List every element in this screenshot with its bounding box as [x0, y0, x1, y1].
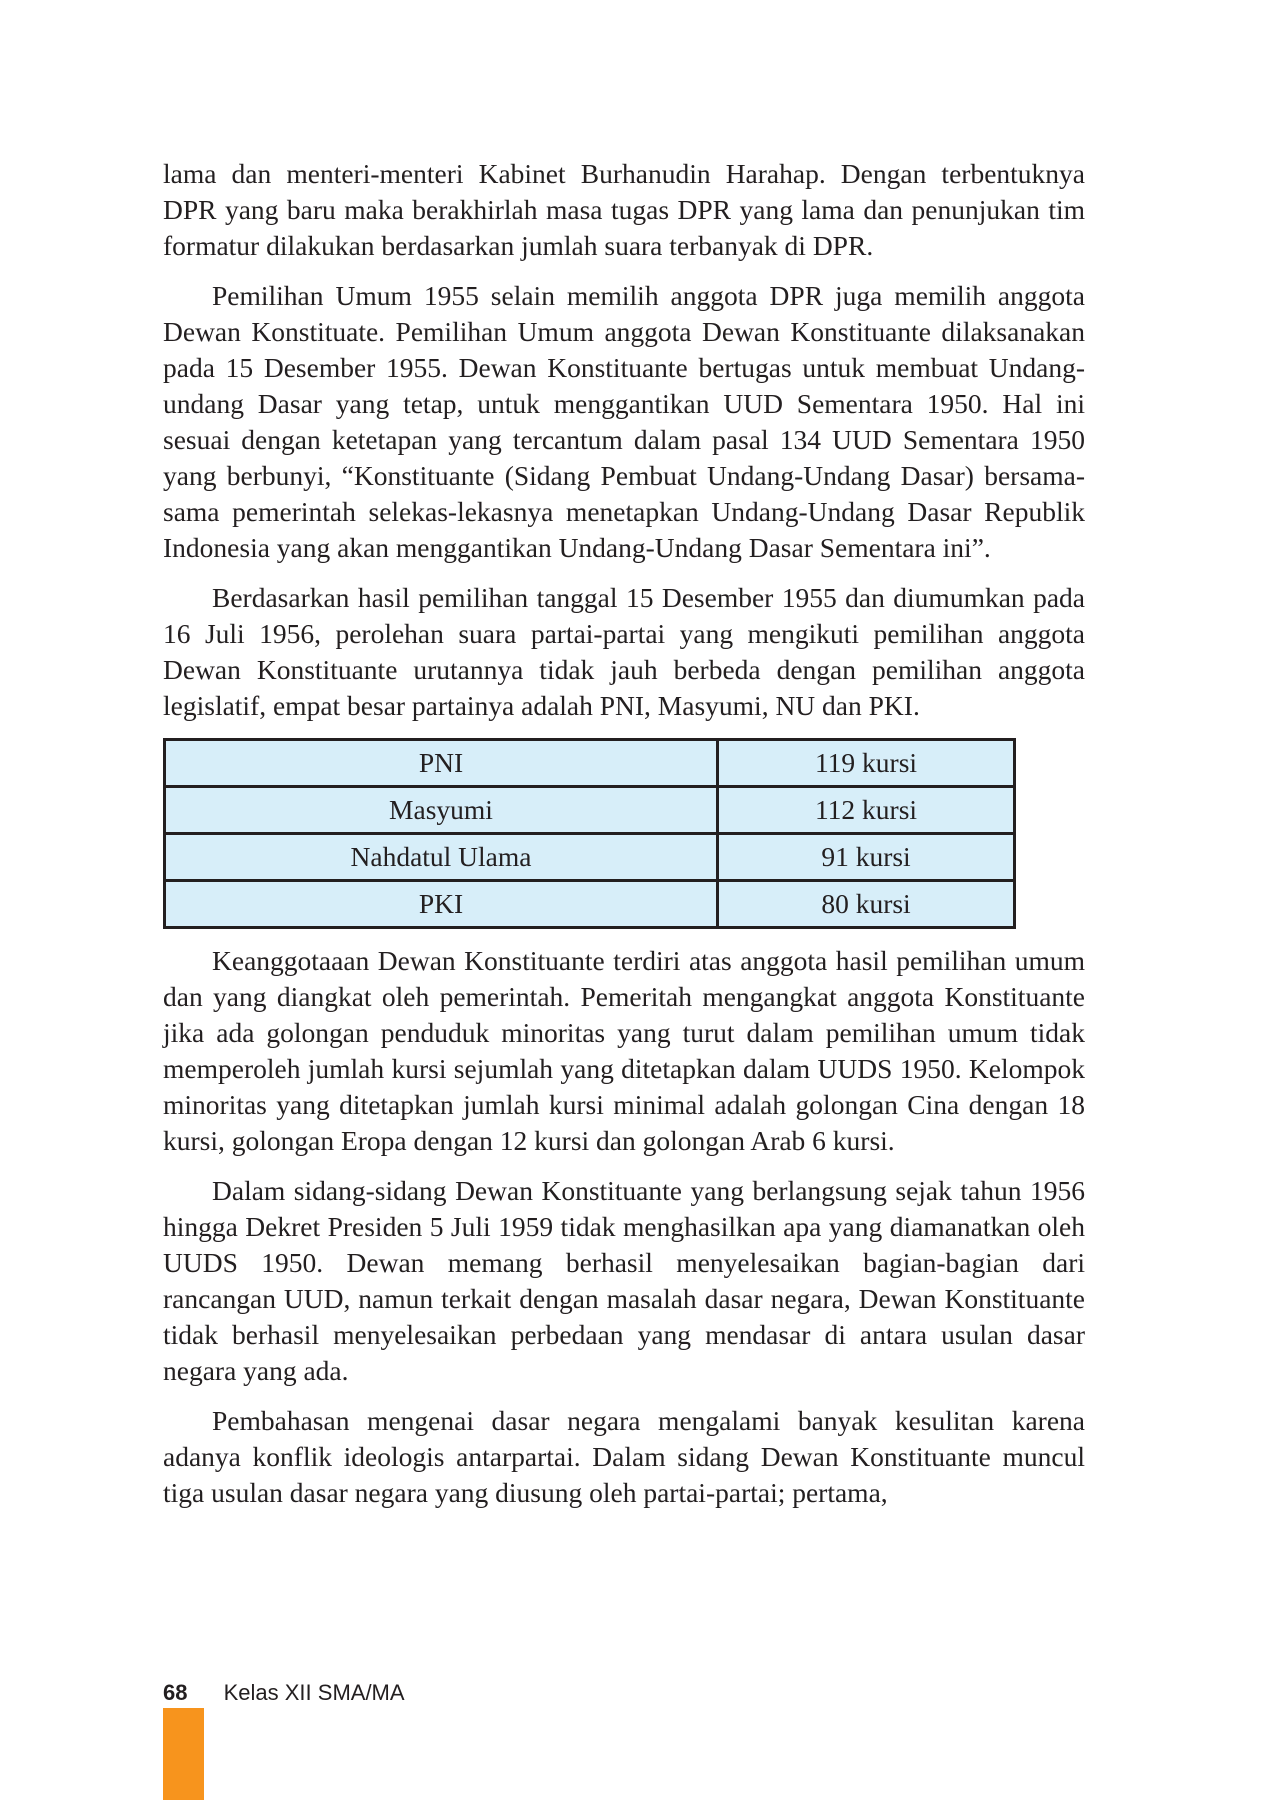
table-row — [165, 881, 1015, 928]
paragraph-3: Berdasarkan hasil pemilihan tanggal 15 Desember 1955 dan diumumkan pada 16 Juli 1956, perolehan suara partai-partai yang mengikuti pemilihan anggota Dewan Konstituante urutannya tidak jauh berbeda dengan pemilihan anggota legislatif, empat besar partainya adalah PNI, Masyumi, NU dan PKI. — [163, 582, 1085, 721]
page-footer — [163, 1680, 405, 1706]
party-name-cell: Nahdatul Ulama — [165, 834, 718, 881]
seat-count-cell: 91 kursi — [718, 834, 1015, 881]
book-title: Kelas XII SMA/MA — [223, 1680, 405, 1705]
paragraph-6: Pembahasan mengenai dasar negara mengalami banyak kesulitan karena adanya konflik ideologis antarpartai. Dalam sidang Dewan Konstituante muncul tiga usulan dasar negara yang diusung oleh partai-partai; pertama, — [163, 1405, 1085, 1508]
seat-results-table — [163, 738, 1016, 929]
table-row — [165, 740, 1015, 787]
footer-accent-bar — [163, 1708, 204, 1800]
party-name-cell: PKI — [165, 881, 718, 928]
seat-count-cell: 119 kursi — [718, 740, 1015, 787]
paragraph-2: Pemilihan Umum 1955 selain memilih anggota DPR juga memilih anggota Dewan Konstituate. Pemilihan Umum anggota Dewan Konstituante dilaksanakan pada 15 Desember 1955. Dewan Konstituante bertugas untuk membuat Undang-undang Dasar yang tetap, untuk menggantikan UUD Sementara 1950. Hal ini sesuai dengan ketetapan yang tercantum dalam pasal 134 UUD Sementara 1950 yang berbunyi, “Konstituante (Sidang Pembuat Undang-Undang Dasar) bersama-sama pemerintah selekas-lekasnya menetapkan Undang-Undang Dasar Republik Indonesia yang akan menggantikan Undang-Undang Dasar Sementara ini”. — [163, 280, 1085, 563]
party-name-cell: PNI — [165, 740, 718, 787]
paragraph-4: Keanggotaaan Dewan Konstituante terdiri atas anggota hasil pemilihan umum dan yang diangkat oleh pemerintah. Pemeritah mengangkat anggota Konstituante jika ada golongan penduduk minoritas yang turut dalam pemilihan umum tidak memperoleh jumlah kursi sejumlah yang ditetapkan dalam UUDS 1950. Kelompok minoritas yang ditetapkan jumlah kursi minimal adalah golongan Cina dengan 18 kursi, golongan Eropa dengan 12 kursi dan golongan Arab 6 kursi. — [163, 945, 1085, 1156]
seat-count-cell: 112 kursi — [718, 787, 1015, 834]
table-row — [165, 834, 1015, 881]
page-body — [163, 156, 1085, 1525]
table-row — [165, 787, 1015, 834]
paragraph-1: lama dan menteri-menteri Kabinet Burhanudin Harahap. Dengan terbentuknya DPR yang baru maka berakhirlah masa tugas DPR yang lama dan penunjukan tim formatur dilakukan berdasarkan jumlah suara terbanyak di DPR. — [163, 158, 1085, 261]
page-number: 68 — [163, 1680, 188, 1705]
paragraph-5: Dalam sidang-sidang Dewan Konstituante yang berlangsung sejak tahun 1956 hingga Dekret Presiden 5 Juli 1959 tidak menghasilkan apa yang diamanatkan oleh UUDS 1950. Dewan memang berhasil menyelesaikan bagian-bagian dari rancangan UUD, namun terkait dengan masalah dasar negara, Dewan Konstituante tidak berhasil menyelesaikan perbedaan yang mendasar di antara usulan dasar negara yang ada. — [163, 1175, 1085, 1386]
party-name-cell: Masyumi — [165, 787, 718, 834]
seat-count-cell: 80 kursi — [718, 881, 1015, 928]
